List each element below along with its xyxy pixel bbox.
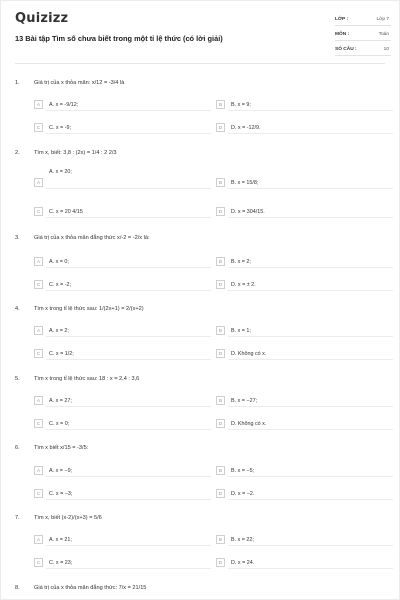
option-underline: [228, 359, 393, 360]
option-text: A. x = -9/12;: [49, 102, 79, 108]
option-text: C. x = −3;: [49, 491, 73, 497]
question-number: 8.: [15, 585, 20, 591]
option-underline: [46, 429, 211, 430]
page-title: 13 Bài tập Tìm số chưa biết trong một tỉ lệ thức (có lời giải): [15, 34, 223, 43]
option-letter-box: D: [216, 349, 225, 358]
question-text: Tìm x biết x/15 = -3/5:: [34, 445, 89, 451]
option-text: B. x = 2;: [231, 259, 251, 265]
option-underline: [228, 290, 393, 291]
option-underline: [228, 499, 393, 500]
option-letter-box: D: [216, 489, 225, 498]
option-text: D. x = −2.: [231, 491, 255, 497]
option-letter-box: B: [216, 396, 225, 405]
option-underline: [228, 545, 393, 546]
option-letter-box: A: [34, 466, 43, 475]
option-text: C. x = 23;: [49, 560, 73, 566]
option-letter-box: C: [34, 123, 43, 132]
meta-row-count: [335, 44, 391, 56]
option-text: A. x = −9;: [49, 468, 73, 474]
meta-panel: [335, 14, 391, 59]
option-letter-box: C: [34, 349, 43, 358]
question-number: 6.: [15, 445, 20, 451]
option-letter-box: B: [216, 326, 225, 335]
option-underline: [46, 406, 211, 407]
worksheet-header: [1, 1, 400, 61]
question-number: 1.: [15, 80, 20, 86]
option-text: A. x = 2;: [49, 328, 69, 334]
option-underline: [228, 336, 393, 337]
option-underline: [46, 217, 211, 218]
question-number: 5.: [15, 376, 20, 382]
option-letter-box: B: [216, 257, 225, 266]
option-text: D. x = 24.: [231, 560, 255, 566]
option-text: C. x = -2;: [49, 282, 72, 288]
option-letter-box: C: [34, 419, 43, 428]
option-letter-box: D: [216, 558, 225, 567]
option-underline: [46, 290, 211, 291]
option-text: D. x = ± 2.: [231, 282, 256, 288]
option-underline: [46, 336, 211, 337]
question-text: Giá trị của x thỏa mãn đẳng thức: 7/x = 21/15: [34, 585, 147, 591]
question-text: Giá trị của x thỏa mãn: x/12 = -3/4 là: [34, 80, 125, 86]
option-underline: [46, 499, 211, 500]
option-underline: [46, 110, 211, 111]
question-number: 4.: [15, 306, 20, 312]
question-text: Giá trị của x thỏa mãn đẳng thức x/-2 = -2/x là:: [34, 235, 150, 241]
option-underline: [228, 217, 393, 218]
meta-value: Toán: [378, 32, 389, 37]
option-text: C. x = 1/2;: [49, 351, 74, 357]
option-letter-box: B: [216, 178, 225, 187]
question-text: Tìm x, biết: 3,8 : (2x) = 1/4 : 2 2/3: [34, 150, 117, 156]
meta-label: LỚP :: [335, 17, 349, 22]
option-underline: [46, 267, 211, 268]
option-text: B. x = 9;: [231, 102, 251, 108]
option-text: D. x = 304/15.: [231, 209, 265, 215]
option-underline: [46, 568, 211, 569]
option-text: B. x = 22;: [231, 537, 254, 543]
option-text: B. x = 1;: [231, 328, 251, 334]
option-text: A. x = 0;: [49, 259, 69, 265]
option-text: D. Không có x.: [231, 421, 267, 427]
option-letter-box: A: [34, 326, 43, 335]
option-underline: [46, 359, 211, 360]
option-letter-box: C: [34, 207, 43, 216]
option-text: D. Không có x.: [231, 351, 267, 357]
option-letter-box: B: [216, 466, 225, 475]
option-underline: [228, 476, 393, 477]
option-letter-box: D: [216, 419, 225, 428]
option-letter-box: B: [216, 535, 225, 544]
option-letter-box: A: [34, 257, 43, 266]
meta-label: MÔN :: [335, 32, 350, 37]
question-number: 3.: [15, 235, 20, 241]
option-letter-box: D: [216, 280, 225, 289]
option-text: A. x = 20;: [49, 169, 72, 175]
meta-value: Lớp 7: [376, 17, 389, 22]
option-letter-box: A: [34, 178, 43, 187]
option-underline: [46, 476, 211, 477]
option-underline: [46, 133, 211, 134]
question-text: Tìm x trong tỉ lệ thức sau: 18 : x = 2,4 : 3,6: [34, 376, 140, 382]
option-underline: [228, 110, 393, 111]
option-underline: [46, 188, 211, 189]
option-text: B. x = −27;: [231, 398, 258, 404]
option-letter-box: A: [34, 396, 43, 405]
meta-row-grade: [335, 14, 391, 26]
option-letter-box: C: [34, 280, 43, 289]
question-text: Tìm x, biết (x-2)/(x+3) = 5/6: [34, 515, 102, 521]
option-underline: [228, 133, 393, 134]
quizizz-logo: Quizizz: [15, 11, 69, 26]
option-letter-box: A: [34, 535, 43, 544]
option-text: C. x = 0;: [49, 421, 70, 427]
option-letter-box: D: [216, 123, 225, 132]
meta-value: 10: [383, 47, 389, 52]
option-letter-box: C: [34, 558, 43, 567]
meta-row-subject: [335, 29, 391, 41]
option-underline: [46, 545, 211, 546]
option-letter-box: C: [34, 489, 43, 498]
option-letter-box: A: [34, 100, 43, 109]
option-text: D. x = -12/9.: [231, 125, 261, 131]
option-text: C. x = 20 4/15: [49, 209, 83, 215]
option-text: B. x = 15/8;: [231, 180, 259, 186]
header-divider: [15, 63, 385, 64]
question-number: 7.: [15, 515, 20, 521]
question-text: Tìm x trong tỉ lệ thức sau: 1/(2x+1) = 2/(x+2): [34, 306, 144, 312]
option-text: B. x = −5;: [231, 468, 255, 474]
option-text: C. x = -9;: [49, 125, 72, 131]
option-letter-box: D: [216, 207, 225, 216]
meta-label: SỐ CÂU :: [335, 47, 357, 52]
option-underline: [228, 568, 393, 569]
option-letter-box: B: [216, 100, 225, 109]
option-underline: [228, 267, 393, 268]
option-underline: [228, 429, 393, 430]
option-underline: [228, 188, 393, 189]
option-text: A. x = 27;: [49, 398, 72, 404]
option-text: A. x = 21;: [49, 537, 72, 543]
option-underline: [228, 406, 393, 407]
question-number: 2.: [15, 150, 20, 156]
